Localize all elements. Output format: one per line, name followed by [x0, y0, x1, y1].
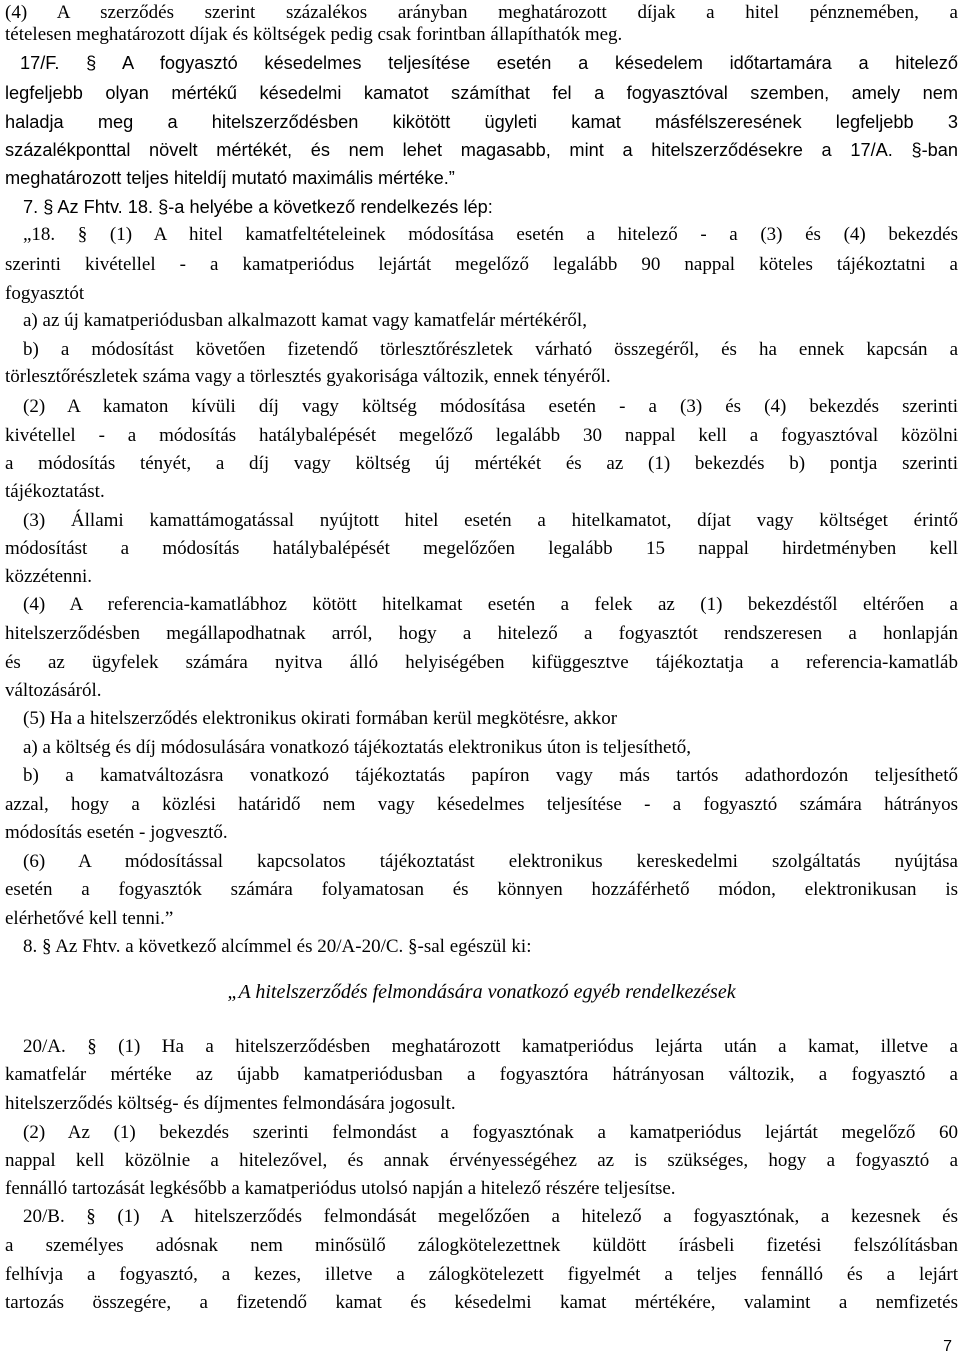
text-line: b) a módosítást követően fizetendő törlesztőrészletek várható összegéről, és ha ennek kapcsán a [23, 339, 958, 360]
text-line: hitelszerződésben megállapodhatnak arról, hogy a hitelező a fogyasztót rendszeresen a honlapján [5, 623, 958, 644]
text-line: és az ügyfelek számára nyitva álló helyiségében kifüggesztve tájékoztatja a referencia-kamatláb [5, 652, 958, 673]
text-line: felhívja a fogyasztó, a kezes, illetve a zálogkötelezett figyelmét a teljes fennálló és a lejárt [5, 1264, 958, 1285]
text-line: legfeljebb olyan mértékű késedelmi kamatot számíthat fel a fogyasztóval szemben, amely nem [5, 83, 958, 103]
section-heading: 8. § Az Fhtv. a következő alcímmel és 20/A-20/C. §-sal egészül ki: [23, 936, 532, 957]
text-line: meghatározott teljes hiteldíj mutató maximális mértéke.” [5, 168, 455, 188]
text-line: a személyes adósnak nem minősülő zálogkötelezettnek küldött írásbeli fizetési felszólításban [5, 1235, 958, 1256]
text-line: a) az új kamatperiódusban alkalmazott kamat vagy kamatfelár mértékéről, [23, 310, 587, 331]
text-line: nappal kell közölnie a hitelezővel, és annak érvényességéhez az is szükséges, hogy a fogyasztó a [5, 1150, 958, 1171]
text-line: (5) Ha a hitelszerződés elektronikus okirati formában kerül megkötésre, akkor [23, 708, 618, 729]
text-line: tájékoztatást. [5, 481, 105, 502]
text-line: elérhetővé kell tenni.” [5, 908, 174, 929]
text-line: b) a kamatváltozásra vonatkozó tájékoztatás papíron vagy más tartós adathordozón teljesíthető [23, 765, 958, 786]
section-heading: 7. § Az Fhtv. 18. §-a helyébe a következő rendelkezés lép: [23, 197, 493, 217]
text-line: százalékponttal növelt mértékét, és nem lehet magasabb, mint a hitelszerződésekre a 17/A. §-ban [5, 140, 958, 160]
text-line: haladja meg a hitelszerződésben kikötött ügyleti kamat másfélszeresének legfeljebb 3 [5, 112, 958, 132]
text-line: módosítást a módosítás hatálybalépését megelőzően legalább 15 nappal hirdetményben kell [5, 538, 958, 559]
text-line: fennálló tartozását legkésőbb a kamatperiódus utolsó napján a hitelező részére teljesítse. [5, 1178, 676, 1199]
text-line: (2) Az (1) bekezdés szerinti felmondást a fogyasztónak a kamatperiódus lejártát megelőző 60 [23, 1122, 958, 1143]
page-number: 7 [943, 1338, 952, 1355]
text-line: a) a költség és díj módosulására vonatkozó tájékoztatás elektronikus úton is teljesíthető, [23, 737, 691, 758]
text-line: módosítás esetén - jogvesztő. [5, 822, 228, 843]
text-line: hitelszerződés költség- és díjmentes felmondására jogosult. [5, 1093, 456, 1114]
text-line: esetén a fogyasztók számára folyamatosan és könnyen hozzáférhető módon, elektronikusan is [5, 879, 958, 900]
text-line: (4) A referencia-kamatlábhoz kötött hitelkamat esetén a felek az (1) bekezdéstől eltérően a [23, 594, 958, 615]
text-line: (2) A kamaton kívüli díj vagy költség módosítása esetén - a (3) és (4) bekezdés szerinti [23, 396, 958, 417]
text-line: fogyasztót [5, 283, 85, 304]
text-line: a módosítás tényét, a díj vagy költség új mértékét és az (1) bekezdés b) pontja szerinti [5, 453, 958, 474]
text-line: változásáról. [5, 680, 102, 701]
text-line: kamatfelár mértéke az újabb kamatperiódusban a fogyasztóra hátrányosan változik, a fogyasztó a [5, 1064, 958, 1085]
text-line: azzal, hogy a közlési határidő nem vagy késedelmes teljesítése - a fogyasztó számára hátrányos [5, 794, 958, 815]
text-line: közzétenni. [5, 566, 93, 587]
text-line: 20/B. § (1) A hitelszerződés felmondását megelőzően a hitelező a fogyasztónak, a kezesnek és [23, 1206, 958, 1227]
text-line: szerinti kivétellel - a kamatperiódus lejártát megelőző legalább 90 nappal köteles tájékoztatni a [5, 254, 958, 275]
text-line: (6) A módosítással kapcsolatos tájékoztatást elektronikus kereskedelmi szolgáltatás nyújtása [23, 851, 958, 872]
text-line: (4) A szerződés szerint százalékos arányban meghatározott díjak a hitel pénznemében, a [5, 2, 958, 23]
text-line: 20/A. § (1) Ha a hitelszerződésben meghatározott kamatperiódus lejárta után a kamat, illetve a [23, 1036, 958, 1057]
text-line: „18. § (1) A hitel kamatfeltételeinek módosítása esetén a hitelező - a (3) és (4) bekezdés [23, 224, 958, 245]
text-line: törlesztőrészletek száma vagy a törlesztés gyakorisága változik, ennek tényéről. [5, 366, 611, 387]
text-line: (3) Állami kamattámogatással nyújtott hitel esetén a hitelkamatot, díjat vagy költséget érintő [23, 510, 958, 531]
text-line: 17/F. § A fogyasztó késedelmes teljesítése esetén a késedelem időtartamára a hitelező [20, 53, 958, 73]
text-line: tételesen meghatározott díjak és költségek pedig csak forintban állapíthatók meg. [5, 24, 623, 45]
subtitle-heading: „A hitelszerződés felmondására vonatkozó egyéb rendelkezések [227, 981, 736, 1003]
text-line: kivétellel - a módosítás hatálybalépését megelőző legalább 30 nappal kell a fogyasztóval közölni [5, 425, 958, 446]
text-line: tartozás összegére, a fizetendő kamat és késedelmi kamat mértékére, valamint a nemfizetés [5, 1292, 958, 1313]
